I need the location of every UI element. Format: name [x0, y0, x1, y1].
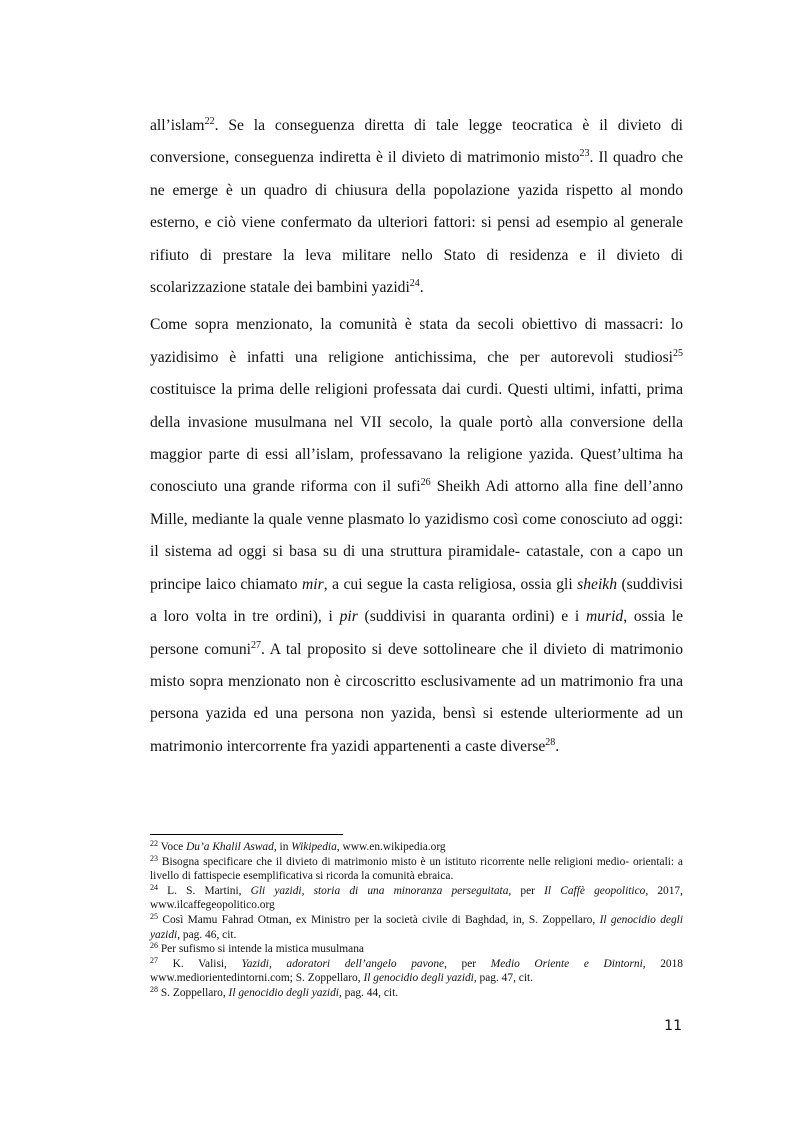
- footnotes: [150, 840, 683, 1001]
- footnote-ref-28[interactable]: 28: [545, 736, 556, 748]
- text-run: , ossia le persone comuni: [150, 608, 684, 658]
- footnote-text: , pag. 46, cit.: [177, 928, 237, 941]
- text-run: Come sopra menzionato, la comunità è stata da secoli obiettivo di massacri: lo yazidisimo è infatti una religione antichissima, che per autorevoli studiosi: [150, 316, 683, 366]
- footnote-26: [150, 942, 683, 957]
- term-sheikh: sheikh: [577, 575, 617, 593]
- text-run: Sheikh Adi attorno alla fine dell’anno Mille, mediante la quale venne plasmato lo yazidismo così come conosciuto ad oggi: il sistema ad oggi si basa su di una struttura piramidale- catastale, con a capo un principe laico chiamato: [150, 478, 683, 593]
- footnote-number: 28: [150, 984, 158, 994]
- footnote-number: 27: [150, 955, 158, 965]
- footnote-28: [150, 986, 683, 1001]
- footnote-italic: Wikipedia: [291, 841, 337, 853]
- footnote-text: Voce: [158, 841, 187, 853]
- footnote-25: [150, 913, 683, 942]
- text-run: all’islam: [150, 117, 205, 134]
- footnote-text: S. Zoppellaro,: [158, 986, 229, 999]
- footnote-italic: Il genocidio degli yazidi: [363, 972, 474, 985]
- footnote-italic: Du’a Khalil Aswad: [186, 841, 274, 853]
- footnote-text: , in: [273, 841, 292, 853]
- footnote-number: 23: [150, 853, 158, 863]
- footnote-ref-22[interactable]: 22: [204, 116, 215, 127]
- text-run: .: [419, 279, 424, 297]
- term-mir: mir: [302, 575, 324, 593]
- footnote-text: Per sufismo si intende la mistica musulmana: [158, 943, 364, 956]
- text-run: (suddivisi in quaranta ordini) e i: [357, 608, 586, 626]
- text-run: (suddivisi a loro volta in tre ordini), i: [150, 575, 684, 626]
- term-murid: murid: [585, 608, 624, 626]
- body-text: [150, 110, 683, 763]
- footnote-number: 25: [150, 911, 158, 921]
- text-run: . Se la conseguenza diretta di tale legge teocratica è il divieto di conversione, conseguenza indiretta è il divieto di matrimonio misto: [150, 117, 683, 167]
- footnote-text: K. Valisi,: [158, 957, 242, 970]
- footnote-italic: Yazidi, adoratori dell’angelo pavone: [241, 957, 445, 970]
- footnote-ref-24[interactable]: 24: [409, 278, 420, 290]
- footnote-italic: Il genocidio degli yazidi: [150, 913, 683, 941]
- footnote-ref-25[interactable]: 25: [673, 347, 683, 359]
- footnote-link[interactable]: , www.en.wikipedia.org: [336, 841, 446, 853]
- footnote-link[interactable]: , 2017, www.ilcaffegeopolitico.org: [150, 884, 683, 912]
- footnote-22: [150, 840, 683, 855]
- footnote-23: [150, 855, 683, 884]
- footnote-24: [150, 884, 683, 913]
- text-run: . Il quadro che ne emerge è un quadro di chiusura della popolazione yazida rispetto al mondo esterno, e ciò viene confermato da ulteriori fattori: si pensi ad esempio al generale rifiuto di prestare la leva militare nello Stato di residenza e il divieto di scolarizzazione statale dei bambini yazidi: [150, 149, 683, 297]
- footnote-text: , per: [444, 957, 491, 970]
- footnote-number: 26: [150, 941, 158, 951]
- paragraph-2: [150, 309, 683, 763]
- footnote-separator: [150, 834, 343, 835]
- footnote-ref-27[interactable]: 27: [251, 639, 261, 651]
- footnote-italic: Il Caffè geopolitico: [544, 884, 646, 897]
- footnote-text: L. S. Martini,: [158, 884, 251, 897]
- page-number: 11: [664, 1018, 682, 1034]
- footnote-italic: Il genocidio degli yazidi: [228, 986, 339, 999]
- paragraph-1: [150, 110, 683, 304]
- text-run: .: [555, 737, 560, 755]
- footnote-text: , pag. 47, cit.: [473, 972, 533, 985]
- footnote-ref-23[interactable]: 23: [579, 148, 590, 160]
- footnote-number: 24: [150, 882, 158, 892]
- footnote-ref-26[interactable]: 26: [420, 477, 431, 489]
- term-pir: pir: [339, 608, 358, 626]
- footnote-number: 22: [150, 839, 158, 848]
- text-run: . A tal proposito si deve sottolineare che il divieto di matrimonio misto sopra menzionato non è circoscritto esclusivamente ad un matrimonio fra una persona yazida ed una persona non yazida, bensì si estende ulteriormente ad un matrimonio intercorrente fra yazidi appartenenti a caste diverse: [150, 640, 683, 755]
- footnote-27: [150, 957, 683, 986]
- footnote-italic: Gli yazidi, storia di una minoranza perseguitata: [250, 884, 509, 897]
- text-run: costituisce la prima delle religioni professata dai curdi. Questi ultimi, infatti, prima della invasione musulmana nel VII secolo, la quale portò alla conversione della maggior parte di essi all’islam, professavano la religione yazida. Quest’ultima ha conosciuto una grande riforma con il sufi: [150, 381, 683, 496]
- footnote-text: , pag. 44, cit.: [338, 986, 399, 999]
- footnote-text: Così Mamu Fahrad Otman, ex Ministro per la società civile di Baghdad, in, S. Zoppellaro,: [158, 913, 600, 926]
- footnote-text: , per: [508, 884, 545, 897]
- text-run: , a cui segue la casta religiosa, ossia gli: [323, 575, 578, 593]
- footnote-italic: Medio Oriente e Dintorni: [490, 957, 643, 970]
- footnote-text: Bisogna specificare che il divieto di matrimonio misto è un istituto ricorrente nelle religioni medio- orientali: a livello di fattispecie esemplificativa si ricorda la comunità ebraica.: [150, 855, 683, 883]
- footnote-link[interactable]: , 2018 www.mediorientedintorni.com; S. Zoppellaro,: [150, 957, 683, 985]
